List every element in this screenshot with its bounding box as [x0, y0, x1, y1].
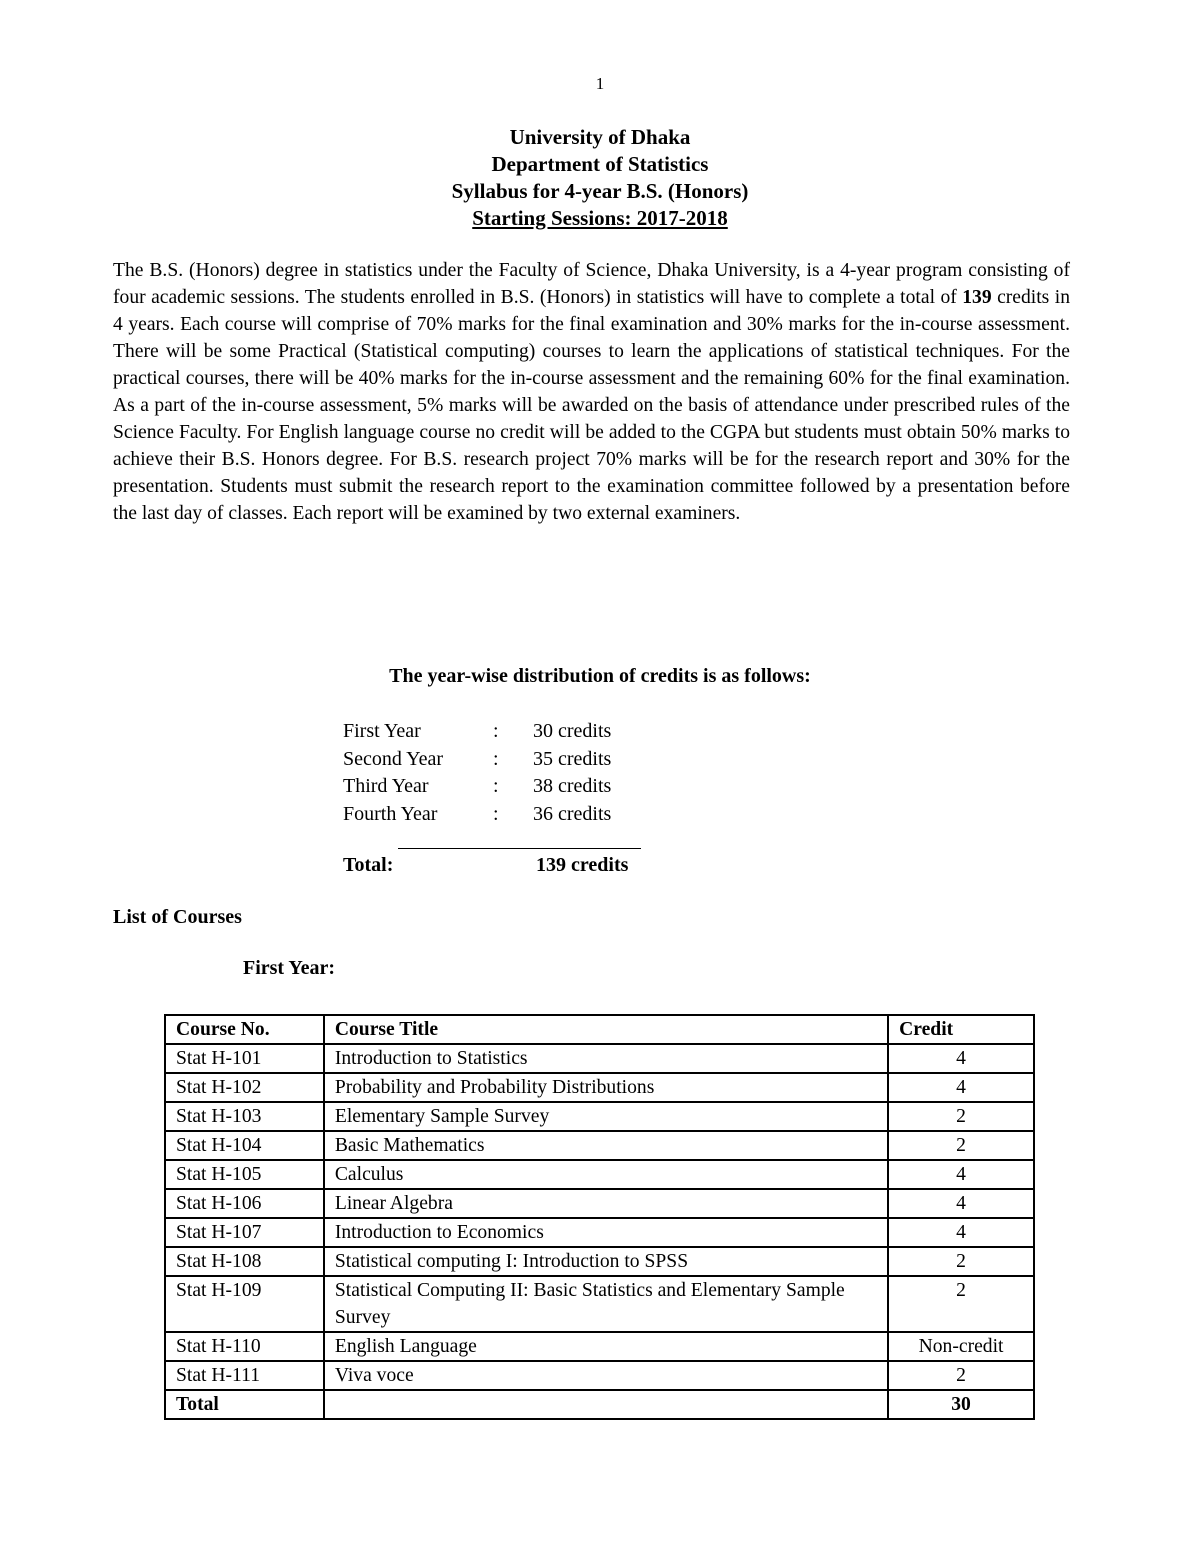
table-row: [165, 1160, 1034, 1189]
table-row: [165, 1044, 1034, 1073]
course-no: Stat H-109: [165, 1276, 324, 1332]
course-title: Probability and Probability Distributions: [324, 1073, 888, 1102]
course-title: Viva voce: [324, 1361, 888, 1390]
distribution-year: First Year: [343, 720, 421, 742]
table-row: [165, 1247, 1034, 1276]
distribution-year: Third Year: [343, 775, 429, 797]
course-credit: 2: [888, 1131, 1034, 1160]
course-no: Stat H-108: [165, 1247, 324, 1276]
course-title: Calculus: [324, 1160, 888, 1189]
course-title: Introduction to Statistics: [324, 1044, 888, 1073]
total-value: 30: [888, 1390, 1034, 1419]
total-label: Total: [165, 1390, 324, 1419]
course-credit: 4: [888, 1189, 1034, 1218]
distribution-total: [343, 854, 663, 882]
distribution-credits: 30 credits: [533, 720, 612, 742]
course-credit: Non-credit: [888, 1332, 1034, 1361]
list-of-courses-title: List of Courses: [113, 906, 242, 928]
course-credit: 2: [888, 1276, 1034, 1332]
course-no: Stat H-103: [165, 1102, 324, 1131]
intro-text-1: The B.S. (Honors) degree in statistics under the Faculty of Science, Dhaka University, is a 4-year program consisting of four academic sessions. The students enrolled in B.S. (Honors) in statistics will have to complete a total of: [113, 260, 1070, 308]
distribution-credits: 36 credits: [533, 802, 612, 825]
distribution-row: [343, 773, 663, 801]
table-row: [165, 1218, 1034, 1247]
course-credit: 2: [888, 1102, 1034, 1131]
total-empty-cell: [324, 1390, 888, 1419]
first-year-title: First Year:: [243, 957, 335, 979]
distribution-title: The year-wise distribution of credits is as follows:: [389, 665, 811, 687]
table-total-row: [165, 1390, 1034, 1419]
course-credit: 4: [888, 1044, 1034, 1073]
distribution-credits: 35 credits: [533, 747, 612, 770]
distribution-row: [343, 746, 663, 774]
courses-table: [164, 1014, 1035, 1420]
distribution-separator: :: [493, 775, 499, 797]
course-credit: 4: [888, 1160, 1034, 1189]
distribution-total-value: 139 credits: [536, 854, 629, 876]
course-title: Linear Algebra: [324, 1189, 888, 1218]
table-header-row: [165, 1015, 1034, 1044]
course-no: Stat H-107: [165, 1218, 324, 1247]
distribution-credits: 38 credits: [533, 775, 612, 797]
intro-credits-bold: 139: [962, 287, 992, 308]
table-row: [165, 1276, 1034, 1332]
distribution-row: [343, 801, 663, 829]
course-no: Stat H-110: [165, 1332, 324, 1361]
course-no: Stat H-101: [165, 1044, 324, 1073]
header-course-no: Course No.: [165, 1015, 324, 1044]
course-no: Stat H-104: [165, 1131, 324, 1160]
course-no: Stat H-106: [165, 1189, 324, 1218]
header-course-title: Course Title: [324, 1015, 888, 1044]
distribution-year: Second Year: [343, 747, 443, 770]
distribution-row: [343, 718, 663, 746]
document-header: [0, 124, 1200, 232]
university-name: University of Dhaka: [509, 125, 691, 149]
distribution-separator: :: [493, 747, 499, 770]
header-credit: Credit: [888, 1015, 1034, 1044]
course-title: Statistical computing I: Introduction to SPSS: [324, 1247, 888, 1276]
course-credit: 2: [888, 1247, 1034, 1276]
distribution-separator: :: [493, 802, 499, 825]
syllabus-title: Syllabus for 4-year B.S. (Honors): [451, 179, 749, 203]
department-name: Department of Statistics: [491, 152, 709, 176]
course-no: Stat H-111: [165, 1361, 324, 1390]
course-title: Elementary Sample Survey: [324, 1102, 888, 1131]
course-no: Stat H-105: [165, 1160, 324, 1189]
course-credit: 4: [888, 1073, 1034, 1102]
course-no: Stat H-102: [165, 1073, 324, 1102]
distribution-year: Fourth Year: [343, 802, 438, 825]
table-row: [165, 1189, 1034, 1218]
table-row: [165, 1102, 1034, 1131]
page-number: 1: [595, 74, 605, 93]
distribution-total-label: Total:: [343, 854, 394, 876]
course-title: Introduction to Economics: [324, 1218, 888, 1247]
table-row: [165, 1332, 1034, 1361]
distribution-divider: [398, 848, 641, 849]
credit-distribution: [343, 718, 663, 828]
session-title: Starting Sessions: 2017-2018: [472, 206, 728, 230]
intro-text-2: credits in 4 years. Each course will comprise of 70% marks for the final examination and 30% marks for the in-course assessment. There will be some Practical (Statistical computing) courses to learn the applications of statistical techniques. For the practical courses, there will be 40% marks for the in-course assessment and the remaining 60% for the final examination. As a part of the in-course assessment, 5% marks will be awarded on the basis of attendance under prescribed rules of the Science Faculty. For English language course no credit will be added to the CGPA but students must obtain 50% marks to achieve their B.S. Honors degree. For B.S. research project 70% marks will be for the research report and 30% for the presentation. Students must submit the research report to the examination committee followed by a presentation before the last day of classes. Each report will be examined by two external examiners.: [113, 287, 1070, 524]
course-credit: 2: [888, 1361, 1034, 1390]
distribution-separator: :: [493, 720, 499, 742]
table-row: [165, 1361, 1034, 1390]
table-row: [165, 1131, 1034, 1160]
table-row: [165, 1073, 1034, 1102]
intro-paragraph: [113, 257, 1070, 527]
course-title: English Language: [324, 1332, 888, 1361]
course-title: Statistical Computing II: Basic Statistics and Elementary Sample Survey: [324, 1276, 888, 1332]
course-credit: 4: [888, 1218, 1034, 1247]
course-title: Basic Mathematics: [324, 1131, 888, 1160]
